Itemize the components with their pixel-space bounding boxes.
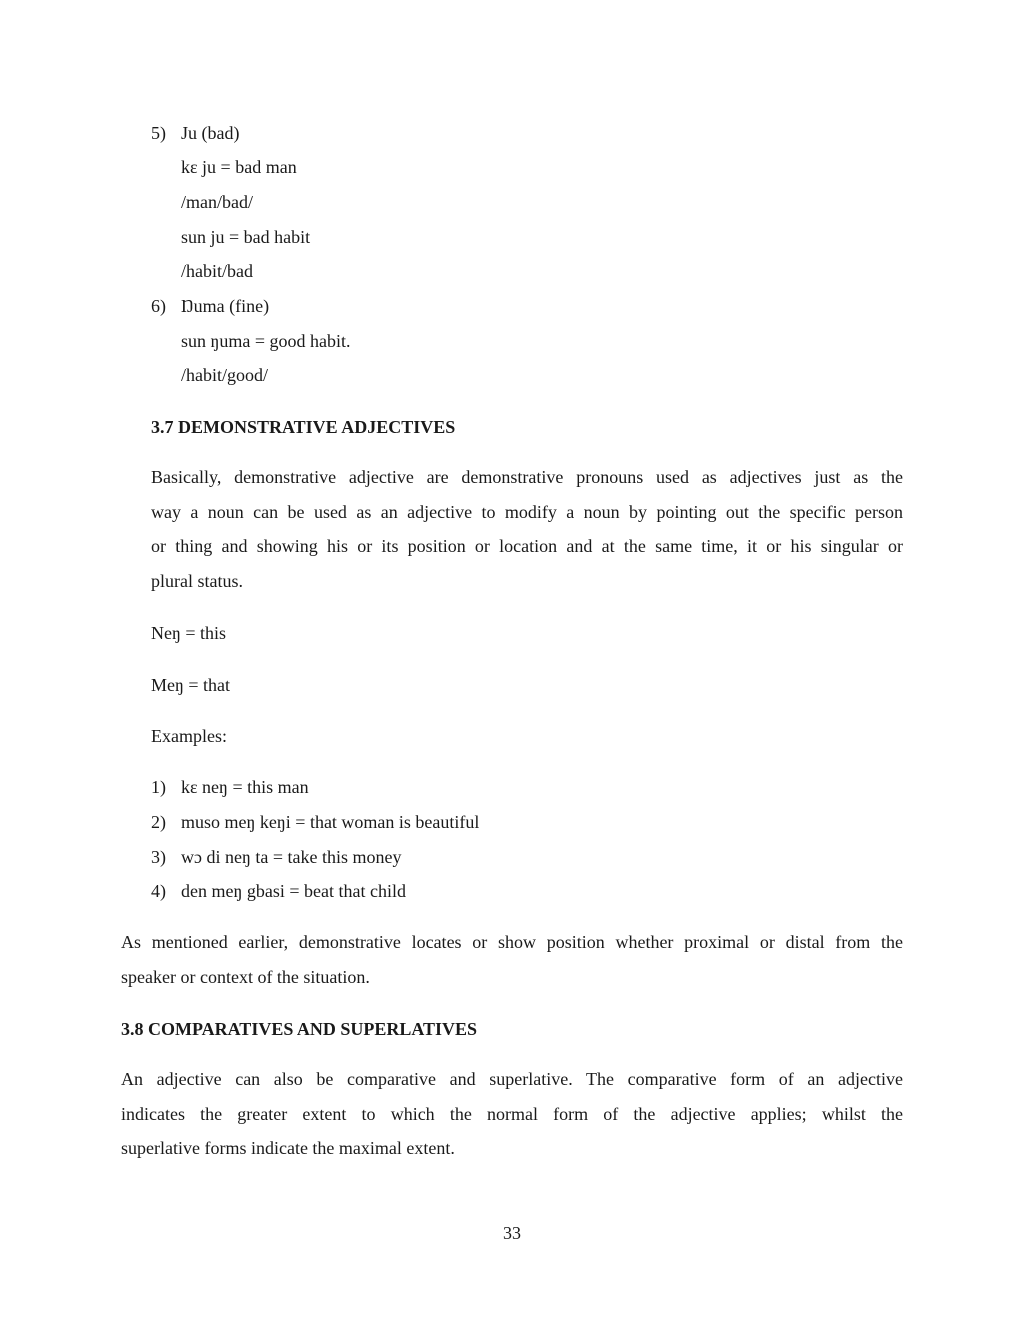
definition-that: Meŋ = that (151, 675, 231, 695)
paragraph-line: As mentioned earlier, demonstrative locates or show position whether proximal or distal from the (121, 932, 903, 952)
list-marker: 2) (151, 812, 166, 832)
example-item: wɔ di neŋ ta = take this money (181, 847, 402, 867)
page-number: 33 (503, 1223, 521, 1243)
paragraph-line: Basically, demonstrative adjective are demonstrative pronouns used as adjectives just as the (151, 467, 903, 487)
paragraph-line: speaker or context of the situation. (121, 966, 370, 987)
example-line: kɛ ju = bad man (181, 157, 297, 177)
definition-this: Neŋ = this (151, 623, 227, 643)
example-item: muso meŋ keŋi = that woman is beautiful (181, 812, 480, 832)
paragraph-line: or thing and showing his or its position or location and at the same time, it or his singular or (151, 536, 903, 557)
section-heading: 3.7 DEMONSTRATIVE ADJECTIVES (151, 417, 456, 437)
section-heading: 3.8 COMPARATIVES AND SUPERLATIVES (121, 1019, 478, 1039)
example-line: sun ŋuma = good habit. (181, 331, 351, 351)
gloss-line: /habit/good/ (181, 365, 268, 385)
paragraph-line: indicates the greater extent to which the normal form of the adjective applies; whilst the (121, 1103, 903, 1124)
paragraph (121, 925, 903, 994)
paragraph-line: plural status. (151, 570, 243, 591)
paragraph-line: superlative forms indicate the maximal extent. (121, 1138, 455, 1159)
example-line: sun ju = bad habit (181, 227, 311, 247)
paragraph (121, 1062, 903, 1166)
examples-label: Examples: (151, 726, 227, 746)
paragraph-line: way a noun can be used as an adjective to modify a noun by pointing out the specific person (151, 501, 903, 522)
gloss-line: /habit/bad (181, 261, 253, 281)
list-marker: 3) (151, 847, 166, 867)
paragraph-line: An adjective can also be comparative and superlative. The comparative form of an adjective (121, 1069, 903, 1089)
example-item: kɛ neŋ = this man (181, 777, 309, 797)
gloss-line: /man/bad/ (181, 192, 253, 212)
list-marker: 6) (151, 296, 166, 316)
list-item-title: Ŋuma (fine) (181, 296, 270, 316)
list-item-title: Ju (bad) (181, 123, 240, 143)
list-marker: 5) (151, 123, 166, 143)
list-marker: 1) (151, 777, 166, 797)
list-marker: 4) (151, 881, 166, 901)
paragraph (151, 460, 903, 598)
example-item: den meŋ gbasi = beat that child (181, 881, 406, 901)
